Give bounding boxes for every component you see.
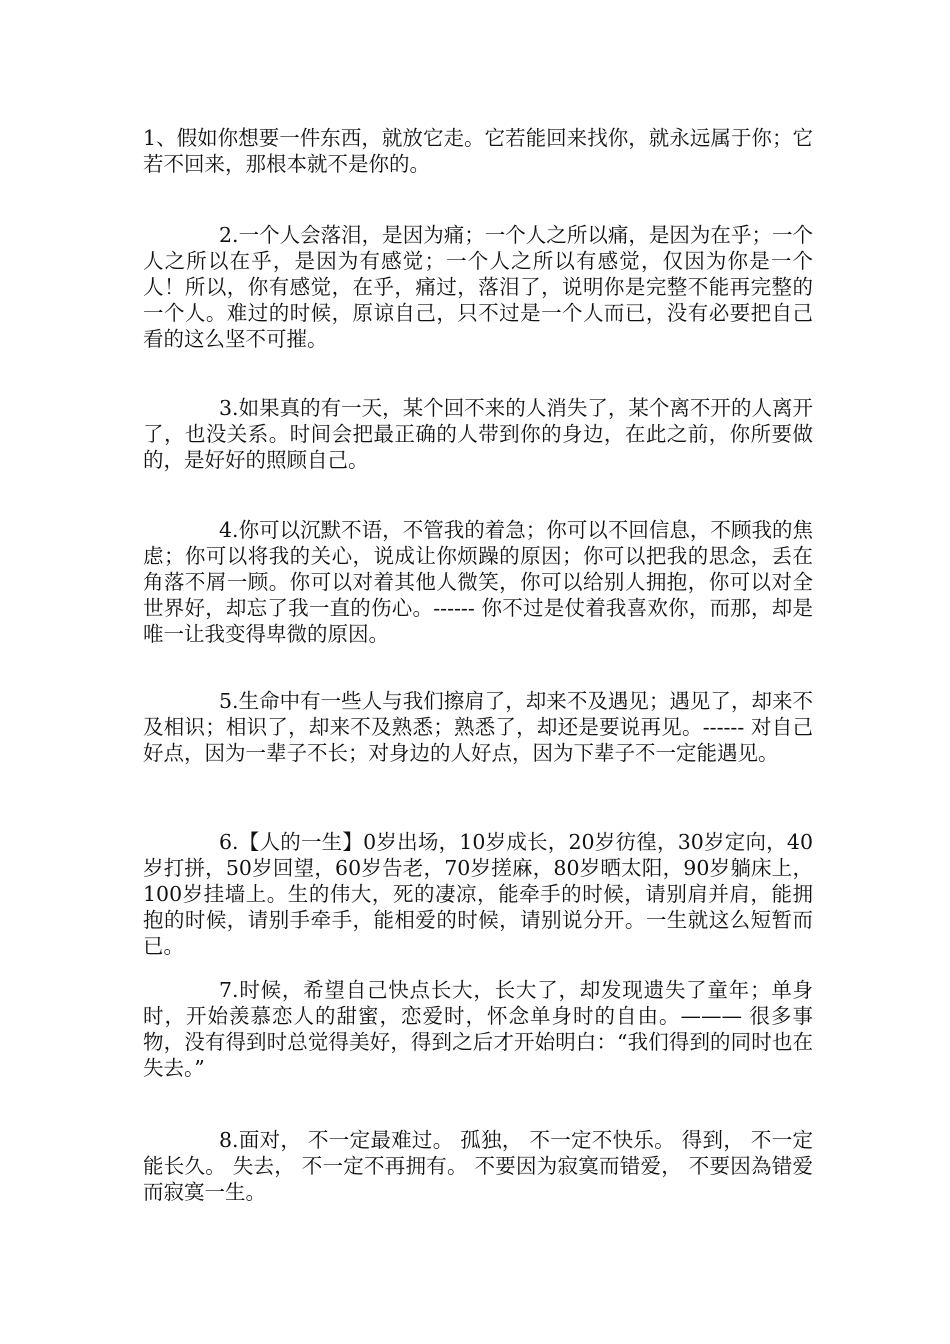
paragraph-4: 4.你可以沉默不语，不管我的着急；你可以不回信息，不顾我的焦虑；你可以将我的关心，说成让你烦躁的原因；你可以把我的思念，丢在角落不屑一顾。你可以对着其他人微笑，你可以给别人拥抱，你可以对全世界好，却忘了我一直的伤心。------ 你不过是仗着我喜欢你，而那，却是唯一让我变得卑微的原因。 <box>143 518 813 646</box>
paragraph-7: 7.时候，希望自己快点长大，长大了，却发现遗失了童年；单身时，开始羡慕恋人的甜蜜，恋爱时，怀念单身时的自由。——— 很多事物，没有得到时总觉得美好，得到之后才开始明白：“我们得到的同时也在失去。” <box>143 978 813 1080</box>
paragraph-2: 2.一个人会落泪，是因为痛；一个人之所以痛，是因为在乎；一个人之所以在乎，是因为有感觉；一个人之所以有感觉，仅因为你是一个人！所以，你有感觉，在乎，痛过，落泪了，说明你是完整不能再完整的一个人。难过的时候，原谅自己，只不过是一个人而已，没有必要把自己看的这么坚不可摧。 <box>143 223 813 351</box>
paragraph-6: 6.【人的一生】0岁出场，10岁成长，20岁彷徨，30岁定向，40岁打拼，50岁回望，60岁告老，70岁搓麻，80岁晒太阳，90岁躺床上，100岁挂墙上。生的伟大，死的凄凉，能牵手的时候，请别肩并肩，能拥抱的时候，请别手牵手，能相爱的时候，请别说分开。一生就这么短暂而已。 <box>143 830 813 958</box>
paragraph-8: 8.面对， 不一定最难过。 孤独， 不一定不快乐。 得到， 不一定能长久。 失去， 不一定不再拥有。 不要因为寂寞而错爱， 不要因為错爱而寂寞一生。 <box>143 1128 813 1204</box>
paragraph-5: 5.生命中有一些人与我们擦肩了，却来不及遇见；遇见了，却来不及相识；相识了，却来不及熟悉；熟悉了，却还是要说再见。------ 对自己好点，因为一辈子不长；对身边的人好点，因为下辈子不一定能遇见。 <box>143 689 813 765</box>
paragraph-1: 1、假如你想要一件东西，就放它走。它若能回来找你，就永远属于你；它若不回来，那根本就不是你的。 <box>143 126 813 176</box>
paragraph-3: 3.如果真的有一天，某个回不来的人消失了，某个离不开的人离开了，也没关系。时间会把最正确的人带到你的身边，在此之前，你所要做的，是好好的照顾自己。 <box>143 396 813 472</box>
